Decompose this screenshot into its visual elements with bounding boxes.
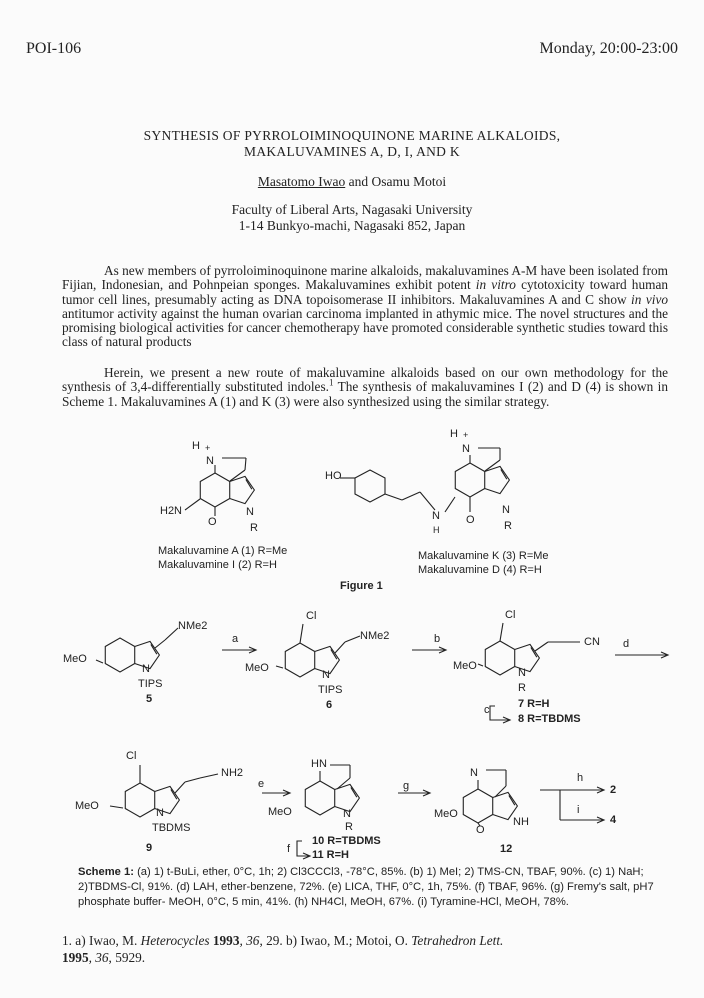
bond [402, 492, 420, 500]
bond [96, 660, 103, 663]
group-meo: MeO [245, 662, 269, 674]
bond [335, 642, 345, 653]
atom-r: R [504, 520, 512, 532]
text: antitumor activity against the human ovarian carcinoma implanted in athymic mice. The novel structures and the promising biological activities for cancer chemotherapy have promoted considerable synthetic studies toward this class of natural products [62, 305, 668, 350]
bond [110, 806, 123, 808]
text: 1. a) Iwao, M. [62, 933, 141, 948]
atom-ho: HO [325, 470, 342, 482]
group-nme2: NMe2 [178, 620, 208, 632]
atom-o: O [208, 516, 217, 528]
atom-h2n: H2N [160, 505, 183, 517]
bond [445, 497, 455, 512]
bond [500, 623, 503, 641]
group-nh2: NH2 [221, 767, 244, 779]
atom-n: N [206, 455, 214, 467]
benzene-ring [463, 789, 492, 823]
text: cytotoxicity toward human tumor cell lines, presumably acting as DNA topoisomerase II inhibitors. Makaluvamines A and C show [62, 277, 668, 307]
atom-n: N [142, 663, 150, 675]
journal: Tetrahedron Lett. [411, 933, 504, 948]
group-hn: HN [311, 758, 327, 770]
group-tips: TIPS [138, 678, 163, 690]
pyrrole-ring [230, 476, 255, 503]
text: As new members of pyrroloiminoquinone marine alkaloids, makaluvamines A-M have been isolated from Fijian, Indonesian, and Pohnpeian sponges. Makaluvamines exhibit potent [62, 263, 668, 293]
compound-8: 8 R=TBDMS [518, 713, 581, 725]
bond [478, 664, 483, 666]
atom-n: N [462, 443, 470, 455]
atom-n: N [470, 767, 478, 779]
year: 1993 [209, 933, 240, 948]
phenol-ring [355, 470, 385, 502]
compound-12: 12 [500, 843, 513, 855]
italic-text: in vitro [475, 277, 516, 293]
compound-7: 7 R=H [518, 698, 550, 710]
benzene-ring [285, 643, 314, 677]
step-d: d [623, 638, 630, 650]
step-b: b [434, 633, 441, 645]
bond [185, 499, 200, 510]
step-c: c [484, 704, 490, 716]
atom-n: N [246, 506, 254, 518]
atom-h: H [192, 440, 200, 452]
step-e: e [258, 778, 265, 790]
compound-label-4: Makaluvamine D (4) R=H [418, 564, 542, 576]
text: Herein, we present a new route of makaluvamine alkaloids based on our own methodology for the synthesis of 3,4-differentially substituted indoles. [62, 365, 668, 395]
atom-n: N [502, 504, 510, 516]
benzene-ring [455, 463, 484, 497]
atom-o: O [466, 514, 475, 526]
group-cn: CN [584, 636, 600, 648]
benzene-ring [125, 783, 154, 817]
step-i: i [577, 804, 580, 816]
session-time: Monday, 20:00-23:00 [539, 40, 678, 57]
bond [245, 458, 246, 470]
group-meo: MeO [434, 808, 458, 820]
year: 1995 [62, 950, 89, 965]
bond [200, 774, 218, 778]
atom-r: R [250, 522, 258, 534]
reaction-arrow [490, 706, 510, 720]
group-cl: Cl [306, 610, 317, 622]
compound-5: 5 [146, 693, 153, 705]
group-nme2: NMe2 [360, 630, 390, 642]
bond [175, 782, 185, 793]
group-tbdms: TBDMS [152, 822, 191, 834]
group-tips: TIPS [318, 684, 343, 696]
bond [185, 778, 200, 782]
paper-title-line-1: SYNTHESIS OF PYRROLOIMINOQUINONE MARINE ALKALOIDS, [143, 128, 561, 143]
atom-n-amine: N [432, 510, 440, 522]
benzene-ring [105, 638, 134, 672]
atom-n: N [322, 669, 330, 681]
compound-9: 9 [146, 842, 153, 854]
italic-text: in vivo [631, 291, 668, 307]
affiliation-line-1: Faculty of Liberal Arts, Nagasaki University [231, 202, 473, 217]
pyrrole-ring [485, 466, 510, 493]
text: , 5929. [108, 950, 146, 965]
group-meo: MeO [63, 653, 87, 665]
scheme-caption [78, 865, 678, 910]
text: , 29. b) Iwao, M.; Motoi, O. [259, 933, 412, 948]
author-2: Osamu Motoi [371, 174, 447, 189]
benzene-ring [485, 641, 514, 675]
product-2: 2 [610, 784, 617, 796]
bond [276, 666, 283, 668]
step-h: h [577, 772, 584, 784]
group-meo: MeO [268, 806, 292, 818]
product-4: 4 [610, 814, 617, 826]
group-meo: MeO [75, 800, 99, 812]
reaction-arrow [540, 790, 560, 820]
reference-1 [62, 932, 662, 966]
compound-label-1: Makaluvamine A (1) R=Me [158, 545, 288, 557]
compound-6: 6 [326, 699, 333, 711]
step-f: f [287, 843, 291, 855]
bond [535, 642, 548, 651]
group-meo: MeO [453, 660, 477, 672]
atom-n: N [343, 808, 351, 820]
atom-o: O [476, 824, 485, 836]
atom-n: N [518, 667, 526, 679]
scheme-label: Scheme 1: [78, 866, 134, 878]
journal: Heterocycles [140, 933, 210, 948]
compound-label-3: Makaluvamine K (3) R=Me [418, 550, 549, 562]
compound-10: 10 R=TBDMS [312, 835, 381, 847]
compound-label-2: Makaluvamine I (2) R=H [158, 559, 277, 571]
charge-plus: + [463, 430, 469, 440]
author-1: Masatomo Iwao [257, 174, 346, 189]
atom-h: H [433, 525, 440, 535]
benzene-ring [305, 781, 334, 815]
bond [337, 778, 350, 789]
volume: , 36 [239, 933, 260, 948]
charge-plus: + [205, 443, 211, 453]
bond [420, 492, 435, 510]
affiliation-line-2: 1-14 Bunkyo-machi, Nagasaki 852, Japan [238, 218, 466, 233]
bond [155, 640, 165, 648]
text: The synthesis of makaluvamines I (2) and D (4) is shown in Scheme 1. Makaluvamines A (1) and K (3) were also synthesized using the similar strategy. [62, 379, 668, 409]
atom-n: N [156, 807, 164, 819]
bond [300, 624, 303, 643]
author-separator: and [345, 174, 372, 189]
bond [345, 636, 360, 642]
group-r: R [345, 821, 353, 833]
group-nh: NH [513, 816, 529, 828]
step-g: g [403, 780, 410, 792]
volume: , 36 [88, 950, 109, 965]
paper-title-line-2: MAKALUVAMINES A, D, I, AND K [244, 144, 460, 159]
atom-h: H [450, 428, 458, 440]
step-a: a [232, 633, 239, 645]
group-cl: Cl [505, 609, 516, 621]
bond [165, 628, 178, 640]
bond [385, 494, 402, 500]
group-r: R [518, 682, 526, 694]
poster-code: POI-106 [26, 40, 82, 57]
reference-marker: 1 [328, 377, 334, 388]
compound-11: 11 R=H [312, 849, 349, 861]
scheme-conditions: (a) 1) t-BuLi, ether, 0°C, 1h; 2) Cl3CCCl3, -78°C, 85%. (b) 1) MeI; 2) TMS-CN, TBAF, 90%. (c) 1) NaH; 2)TBDMS-Cl, 91%. (d) LAH, ether-benzene, 72%. (e) LICA, THF, 0°C, 1h, 75%. (f) TBAF, 96%. (g) Fremy's salt, pH7 phosphate buffer- MeOH, 0°C, 5 min, 41%. (h) NH4Cl, MeOH, 67%. (i) Tyramine-HCl, MeOH, 78%. [78, 866, 654, 908]
benzene-ring [200, 473, 229, 507]
group-cl: Cl [126, 750, 137, 762]
figure-caption: Figure 1 [340, 580, 383, 592]
